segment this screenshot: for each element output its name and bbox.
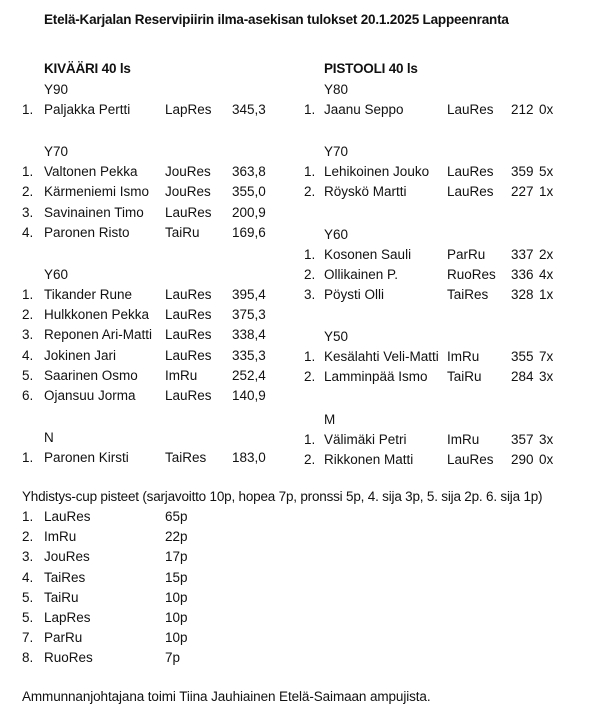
score: 355,0	[232, 184, 266, 200]
rifle-heading: KIVÄÄRI 40 ls	[44, 61, 131, 76]
result-row	[0, 100, 300, 120]
result-row	[0, 162, 300, 182]
score: 359	[511, 164, 534, 180]
rank: 1.	[304, 349, 316, 365]
shooter-name: Paljakka Pertti	[44, 102, 131, 117]
rank: 2.	[304, 266, 316, 282]
result-group	[280, 141, 615, 202]
score: 395,4	[232, 286, 266, 302]
shooter-name: Lehikoinen Jouko	[324, 164, 430, 180]
score: 227	[511, 184, 534, 200]
shooter-name: Kesälahti Veli-Matti	[324, 349, 439, 365]
category-label: Y80	[324, 82, 349, 97]
result-row	[0, 223, 300, 243]
club: TaiRes	[447, 286, 489, 302]
rank: 4.	[22, 224, 34, 240]
score: 338,4	[232, 327, 266, 343]
rank: 1.	[22, 286, 34, 302]
club: RuoRes	[44, 650, 93, 666]
rank: 2.	[22, 307, 34, 323]
shooter-name: Paronen Risto	[44, 224, 130, 240]
rank: 1.	[22, 102, 34, 117]
score: 355	[511, 349, 534, 365]
club: JouRes	[44, 549, 90, 565]
result-row	[280, 100, 615, 120]
category-label: Y90	[44, 82, 69, 97]
club: TaiRes	[165, 450, 207, 466]
result-row	[280, 347, 615, 367]
result-row	[0, 448, 300, 468]
rank: 5.	[22, 609, 34, 625]
cup-row	[0, 568, 615, 588]
rank: 2.	[304, 451, 316, 467]
result-row	[280, 245, 615, 265]
rank: 3.	[22, 204, 34, 220]
inner-tens: 1x	[539, 286, 554, 302]
shooter-name: Valtonen Pekka	[44, 164, 138, 180]
result-row	[0, 203, 300, 223]
shooter-name: Jokinen Jari	[44, 347, 117, 363]
cup-row	[0, 608, 615, 628]
rank: 1.	[304, 102, 316, 117]
club: JouRes	[165, 164, 211, 180]
inner-tens: 5x	[539, 164, 554, 180]
club: TaiRes	[44, 569, 86, 585]
shooter-name: Saarinen Osmo	[44, 367, 138, 383]
result-group	[0, 427, 300, 468]
shooter-name: Hulkkonen Pekka	[44, 307, 150, 323]
result-row	[280, 265, 615, 285]
club: TaiRu	[447, 369, 482, 385]
shooter-name: Kärmeniemi Ismo	[44, 184, 150, 200]
club: LauRes	[447, 164, 494, 180]
pistol-results	[280, 58, 615, 491]
result-group	[280, 326, 615, 387]
shooter-name: Lamminpää Ismo	[324, 369, 428, 385]
score: 336	[511, 266, 534, 282]
result-group	[280, 79, 615, 120]
club: TaiRu	[44, 589, 79, 605]
shooter-name: Pöysti Olli	[324, 286, 385, 302]
rifle-results	[0, 58, 300, 489]
club: LauRes	[165, 327, 212, 343]
category-label: Y70	[324, 144, 349, 160]
club: ImRu	[447, 431, 480, 447]
score: 375,3	[232, 307, 266, 323]
score: 363,8	[232, 164, 266, 180]
result-row	[0, 386, 300, 406]
club: ImRu	[44, 529, 77, 545]
inner-tens: 1x	[539, 184, 554, 200]
club: LauRes	[447, 451, 494, 467]
shooter-name: Savinainen Timo	[44, 204, 144, 220]
score: 335,3	[232, 347, 266, 363]
category-label: Y50	[324, 329, 349, 345]
shooter-name: Rikkonen Matti	[324, 451, 414, 467]
score: 284	[511, 369, 534, 385]
result-row	[280, 367, 615, 387]
club: LauRes	[447, 102, 494, 117]
pistol-groups	[280, 79, 615, 470]
club: LauRes	[165, 307, 212, 323]
category-label: Y60	[324, 226, 349, 242]
cup-row	[0, 648, 615, 668]
rank: 8.	[22, 650, 34, 666]
category-label: Y70	[44, 144, 69, 160]
rank: 6.	[22, 387, 34, 403]
result-row	[0, 366, 300, 386]
cup-row	[0, 527, 615, 547]
result-row	[0, 285, 300, 305]
points: 15p	[165, 569, 188, 585]
rank: 1.	[304, 164, 316, 180]
club: ParRu	[447, 246, 486, 262]
score: 200,9	[232, 204, 266, 220]
shooter-name: Välimäki Petri	[324, 431, 407, 447]
rank: 1.	[22, 450, 34, 466]
result-row	[0, 305, 300, 325]
rank: 3.	[22, 549, 34, 565]
result-group	[0, 141, 300, 243]
rank: 3.	[22, 327, 34, 343]
inner-tens: 3x	[539, 369, 554, 385]
points: 7p	[165, 650, 181, 666]
club: LauRes	[447, 184, 494, 200]
points: 17p	[165, 549, 188, 565]
club: LauRes	[165, 387, 212, 403]
result-row	[280, 285, 615, 305]
rank: 3.	[304, 286, 316, 302]
score: 357	[511, 431, 534, 447]
club: RuoRes	[447, 266, 496, 282]
result-row	[280, 430, 615, 450]
footer-note: Ammunnanjohtajana toimi Tiina Jauhiainen Etelä-Saimaan ampujista.	[22, 689, 431, 704]
cup-row	[0, 588, 615, 608]
score: 345,3	[232, 102, 266, 117]
score: 290	[511, 451, 534, 467]
shooter-name: Ollikainen P.	[324, 266, 399, 282]
inner-tens: 2x	[539, 246, 554, 262]
club: LapRes	[44, 609, 91, 625]
club: ImRu	[447, 349, 480, 365]
category-label: M	[324, 411, 336, 427]
rank: 1.	[304, 246, 316, 262]
points: 10p	[165, 630, 188, 646]
club: JouRes	[165, 184, 211, 200]
rank: 5.	[22, 367, 34, 383]
club: LauRes	[165, 347, 212, 363]
score: 212	[511, 102, 534, 117]
result-row	[0, 325, 300, 345]
points: 10p	[165, 589, 188, 605]
result-group	[280, 224, 615, 306]
rank: 1.	[22, 509, 34, 524]
rank: 2.	[304, 184, 316, 200]
result-group	[0, 264, 300, 406]
score: 183,0	[232, 450, 266, 466]
inner-tens: 0x	[539, 451, 554, 467]
inner-tens: 3x	[539, 431, 554, 447]
cup-row	[0, 547, 615, 567]
result-group	[0, 79, 300, 120]
rank: 2.	[304, 369, 316, 385]
result-row	[280, 182, 615, 202]
result-row	[0, 346, 300, 366]
points: 65p	[165, 509, 188, 524]
shooter-name: Ojansuu Jorma	[44, 387, 136, 403]
shooter-name: Tikander Rune	[44, 286, 133, 302]
score: 140,9	[232, 387, 266, 403]
rank: 1.	[304, 431, 316, 447]
cup-heading: Yhdistys-cup pisteet (sarjavoitto 10p, hopea 7p, pronssi 5p, 4. sija 3p, 5. sija 2p. 6. sija 1p)	[22, 489, 543, 504]
rank: 1.	[22, 164, 34, 180]
club: TaiRu	[165, 224, 200, 240]
score: 337	[511, 246, 534, 262]
rifle-groups	[0, 79, 300, 468]
inner-tens: 0x	[539, 102, 554, 117]
rank: 4.	[22, 569, 34, 585]
club: LauRes	[165, 286, 212, 302]
score: 252,4	[232, 367, 266, 383]
club: LapRes	[165, 102, 212, 117]
pistol-heading: PISTOOLI 40 ls	[324, 61, 418, 76]
score: 169,6	[232, 224, 266, 240]
club: ImRu	[165, 367, 198, 383]
club: LauRes	[44, 509, 91, 524]
rank: 2.	[22, 529, 34, 545]
points: 10p	[165, 609, 188, 625]
result-row	[0, 182, 300, 202]
club: LauRes	[165, 204, 212, 220]
shooter-name: Kosonen Sauli	[324, 246, 412, 262]
cup-row	[0, 507, 615, 527]
inner-tens: 7x	[539, 349, 554, 365]
club-cup-points	[0, 486, 615, 669]
result-group	[280, 409, 615, 470]
category-label: Y60	[44, 266, 69, 282]
rank: 7.	[22, 630, 34, 646]
rank: 5.	[22, 589, 34, 605]
cup-standings	[0, 507, 615, 669]
shooter-name: Paronen Kirsti	[44, 450, 129, 466]
shooter-name: Jaanu Seppo	[324, 102, 404, 117]
shooter-name: Röyskö Martti	[324, 184, 407, 200]
result-row	[280, 162, 615, 182]
shooter-name: Reponen Ari-Matti	[44, 327, 153, 343]
inner-tens: 4x	[539, 266, 554, 282]
points: 22p	[165, 529, 188, 545]
cup-row	[0, 628, 615, 648]
rank: 4.	[22, 347, 34, 363]
document-title: Etelä-Karjalan Reservipiirin ilma-asekisan tulokset 20.1.2025 Lappeenranta	[44, 12, 509, 27]
score: 328	[511, 286, 534, 302]
result-row	[280, 450, 615, 470]
rank: 2.	[22, 184, 34, 200]
category-label: N	[44, 430, 54, 446]
club: ParRu	[44, 630, 83, 646]
